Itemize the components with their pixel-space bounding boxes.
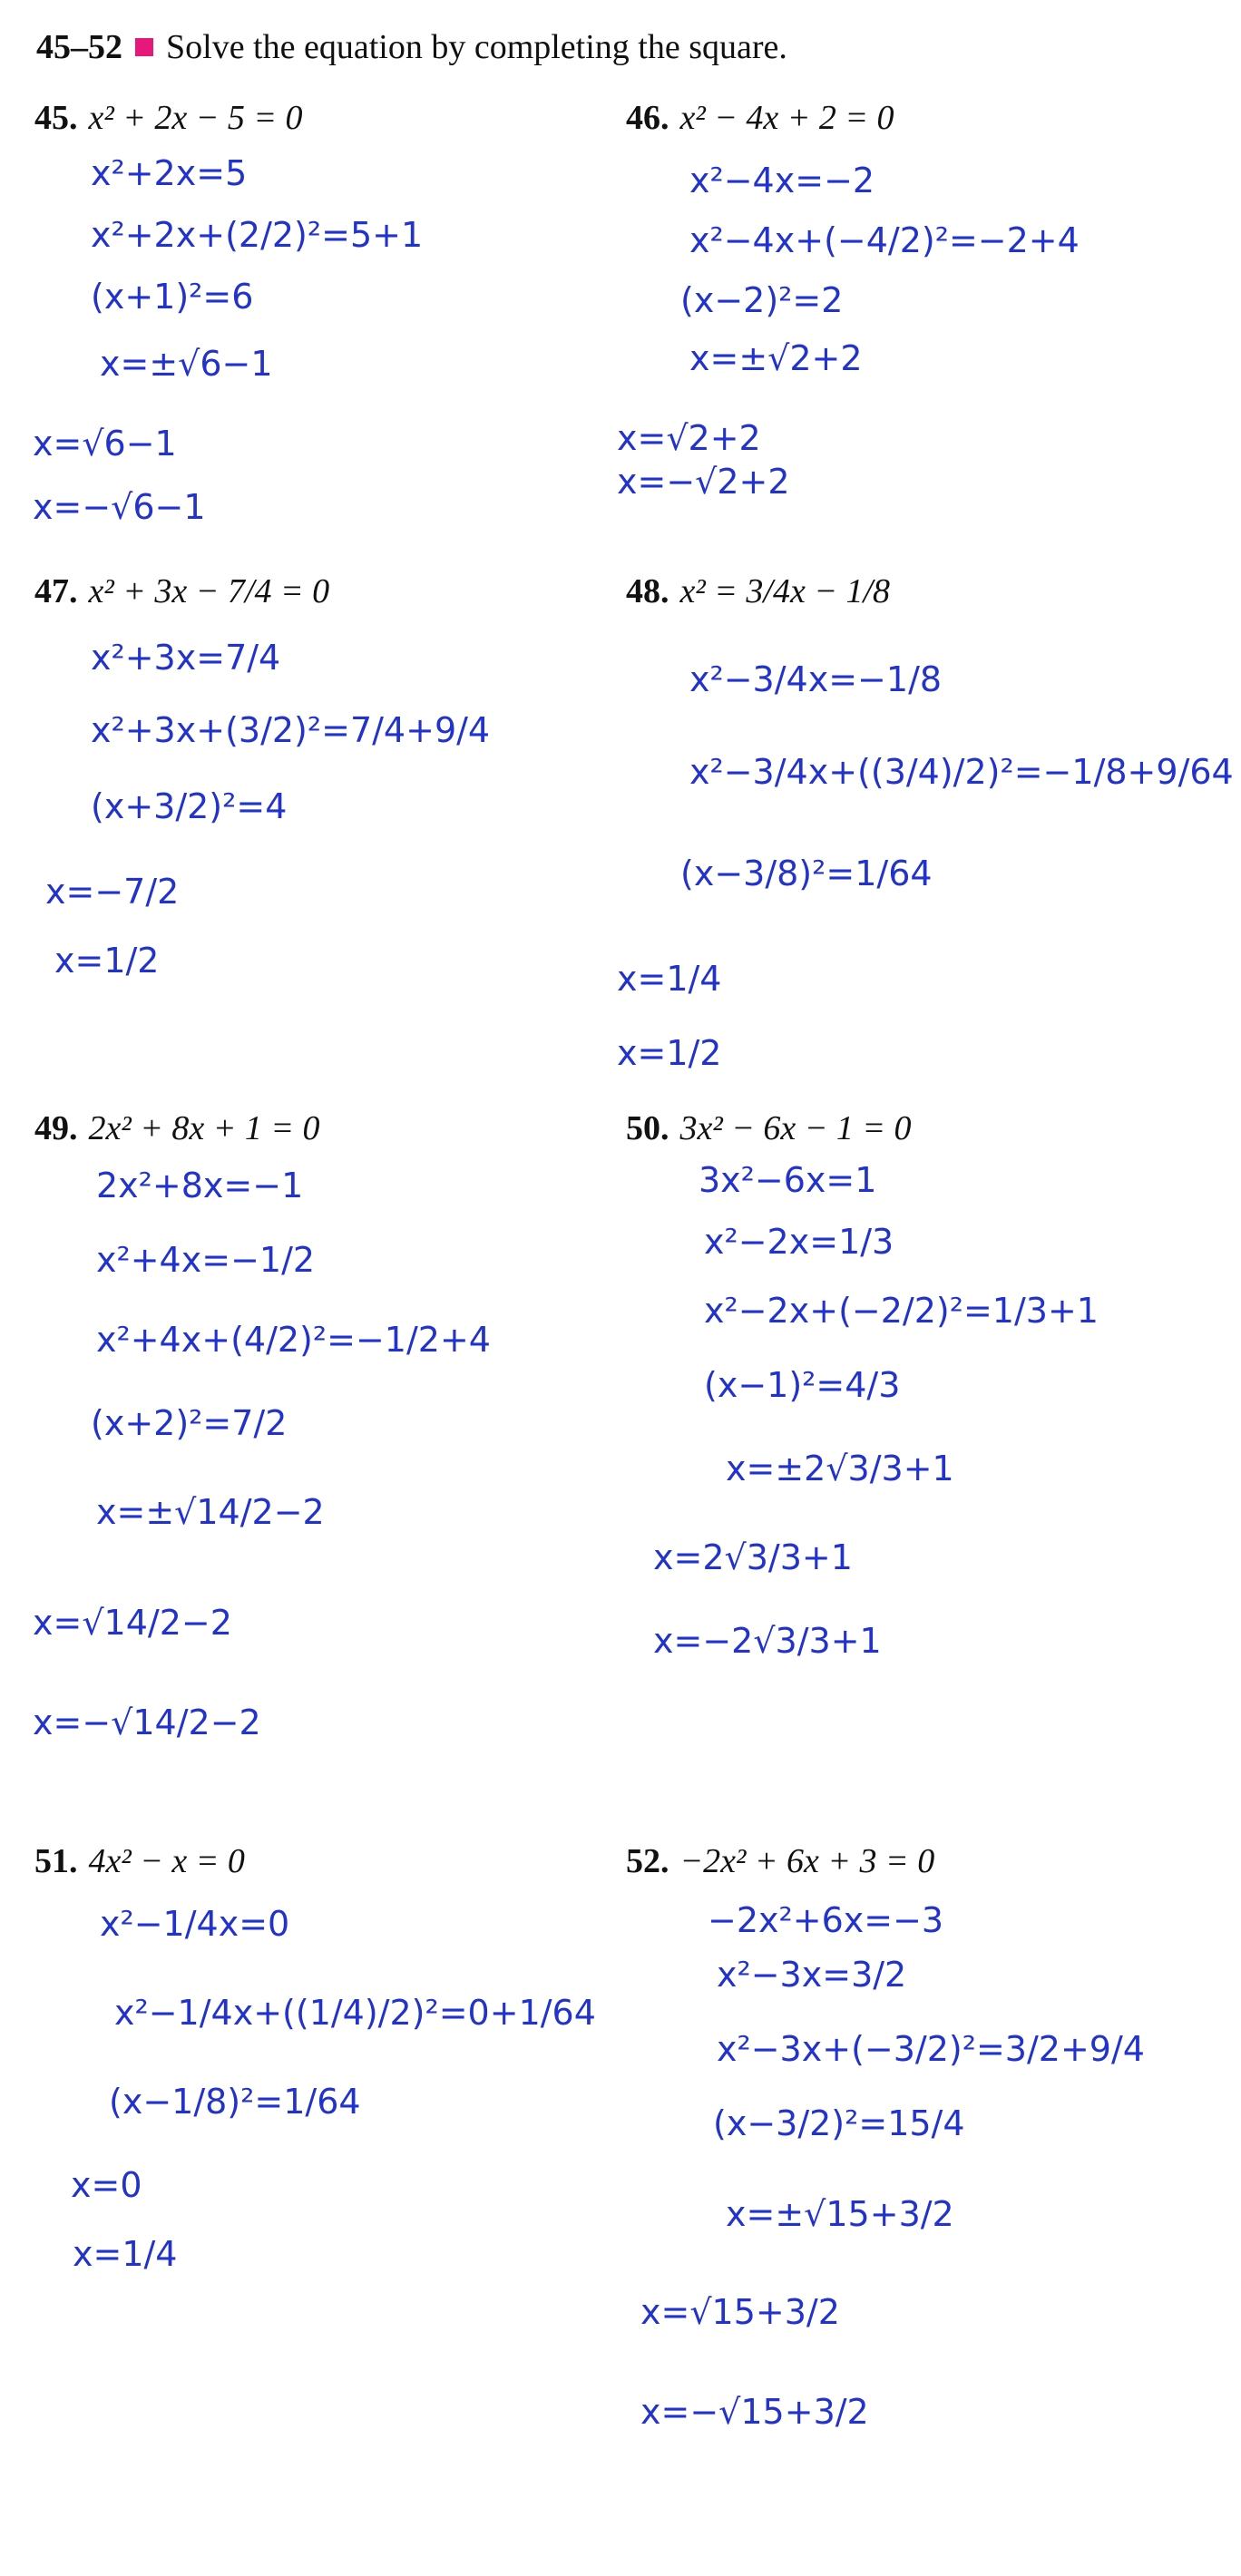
- instruction-text: Solve the equation by completing the square.: [166, 28, 787, 66]
- answer-line: x=√14/2−2: [33, 1603, 232, 1643]
- work-line: 2x²+8x=−1: [96, 1166, 304, 1205]
- answer-line: x=0: [71, 2165, 142, 2205]
- work-line: x=±√14/2−2: [96, 1492, 325, 1532]
- problem-title: [34, 571, 615, 611]
- work-line: x=±√2+2: [689, 338, 863, 378]
- work-line: (x−3/2)²=15/4: [713, 2103, 965, 2143]
- answer-line: x=√15+3/2: [640, 2292, 840, 2332]
- problem-number: 45.: [34, 99, 78, 137]
- work-line: x²+4x+(4/2)²=−1/2+4: [96, 1320, 491, 1360]
- problem-equation: x² − 4x + 2 = 0: [679, 99, 894, 137]
- answer-line: x=1/4: [617, 959, 722, 999]
- problem-number: 49.: [34, 1109, 78, 1147]
- problem-title: [34, 98, 615, 138]
- problem-48: [626, 571, 1207, 611]
- problem-number: 51.: [34, 1842, 78, 1880]
- work-line: x²+3x=7/4: [91, 638, 281, 678]
- problem-number: 48.: [626, 572, 669, 610]
- answer-line: x=1/2: [617, 1033, 722, 1073]
- problem-equation: 4x² − x = 0: [88, 1842, 245, 1880]
- problem-49: [34, 1108, 615, 1148]
- work-line: x²+3x+(3/2)²=7/4+9/4: [91, 710, 491, 750]
- problem-number: 46.: [626, 99, 669, 137]
- answer-line: x=−2√3/3+1: [653, 1621, 882, 1661]
- problem-equation: x² + 2x − 5 = 0: [88, 99, 303, 137]
- work-line: x²−3/4x=−1/8: [689, 659, 943, 699]
- answer-line: x=−√15+3/2: [640, 2392, 869, 2432]
- work-line: −2x²+6x=−3: [708, 1900, 944, 1940]
- section-header: [36, 27, 787, 67]
- answer-line: x=1/2: [54, 941, 160, 981]
- problem-50: [626, 1108, 1207, 1148]
- answer-line: x=−√6−1: [33, 487, 206, 527]
- work-line: x²+4x=−1/2: [96, 1240, 316, 1280]
- problem-number: 52.: [626, 1842, 669, 1880]
- problem-title: [626, 98, 1207, 138]
- answer-line: x=−√14/2−2: [33, 1703, 261, 1742]
- work-line: x²−3/4x+((3/4)/2)²=−1/8+9/64: [689, 752, 1234, 792]
- work-line: x²−4x+(−4/2)²=−2+4: [689, 220, 1080, 260]
- problem-equation: −2x² + 6x + 3 = 0: [679, 1842, 935, 1880]
- problem-equation: 2x² + 8x + 1 = 0: [88, 1109, 320, 1147]
- problem-46: [626, 98, 1207, 138]
- work-line: x=±√6−1: [100, 344, 273, 384]
- answer-line: x=2√3/3+1: [653, 1537, 853, 1577]
- problem-equation: x² + 3x − 7/4 = 0: [88, 572, 330, 610]
- answer-line: x=√6−1: [33, 424, 177, 463]
- work-line: x²−3x+(−3/2)²=3/2+9/4: [717, 2029, 1145, 2069]
- answer-line: x=−√2+2: [617, 462, 790, 502]
- work-line: x²−3x=3/2: [717, 1955, 907, 1995]
- work-line: x²+2x+(2/2)²=5+1: [91, 215, 424, 255]
- work-line: x²−4x=−2: [689, 161, 875, 200]
- exercise-range: 45–52: [36, 28, 122, 66]
- work-line: x²+2x=5: [91, 153, 248, 193]
- work-line: x²−2x+(−2/2)²=1/3+1: [704, 1291, 1099, 1331]
- problem-number: 47.: [34, 572, 78, 610]
- problem-title: [34, 1108, 615, 1148]
- work-line: x²−1/4x=0: [100, 1904, 290, 1944]
- problem-title: [34, 1841, 615, 1881]
- problem-51: [34, 1841, 615, 1881]
- problem-equation: x² = 3/4x − 1/8: [679, 572, 891, 610]
- problem-number: 50.: [626, 1109, 669, 1147]
- problem-title: [626, 1841, 1207, 1881]
- problem-title: [626, 1108, 1207, 1148]
- work-line: 3x²−6x=1: [699, 1160, 877, 1200]
- work-line: (x−1/8)²=1/64: [109, 2082, 361, 2122]
- work-line: x=±√15+3/2: [726, 2194, 954, 2234]
- work-line: (x−2)²=2: [680, 280, 844, 320]
- work-line: (x−1)²=4/3: [704, 1365, 901, 1405]
- answer-line: x=−7/2: [45, 872, 180, 912]
- answer-line: x=√2+2: [617, 418, 761, 458]
- problem-47: [34, 571, 615, 611]
- work-line: x²−1/4x+((1/4)/2)²=0+1/64: [114, 1993, 596, 2033]
- problem-equation: 3x² − 6x − 1 = 0: [679, 1109, 912, 1147]
- pink-square-icon: [135, 38, 153, 56]
- problem-52: [626, 1841, 1207, 1881]
- work-line: (x+2)²=7/2: [91, 1403, 288, 1443]
- problem-title: [626, 571, 1207, 611]
- answer-line: x=1/4: [73, 2234, 178, 2274]
- work-line: (x+1)²=6: [91, 277, 254, 317]
- work-line: (x−3/8)²=1/64: [680, 854, 933, 893]
- work-line: x²−2x=1/3: [704, 1222, 894, 1262]
- work-line: (x+3/2)²=4: [91, 786, 288, 826]
- problem-45: [34, 98, 615, 138]
- work-line: x=±2√3/3+1: [726, 1449, 954, 1488]
